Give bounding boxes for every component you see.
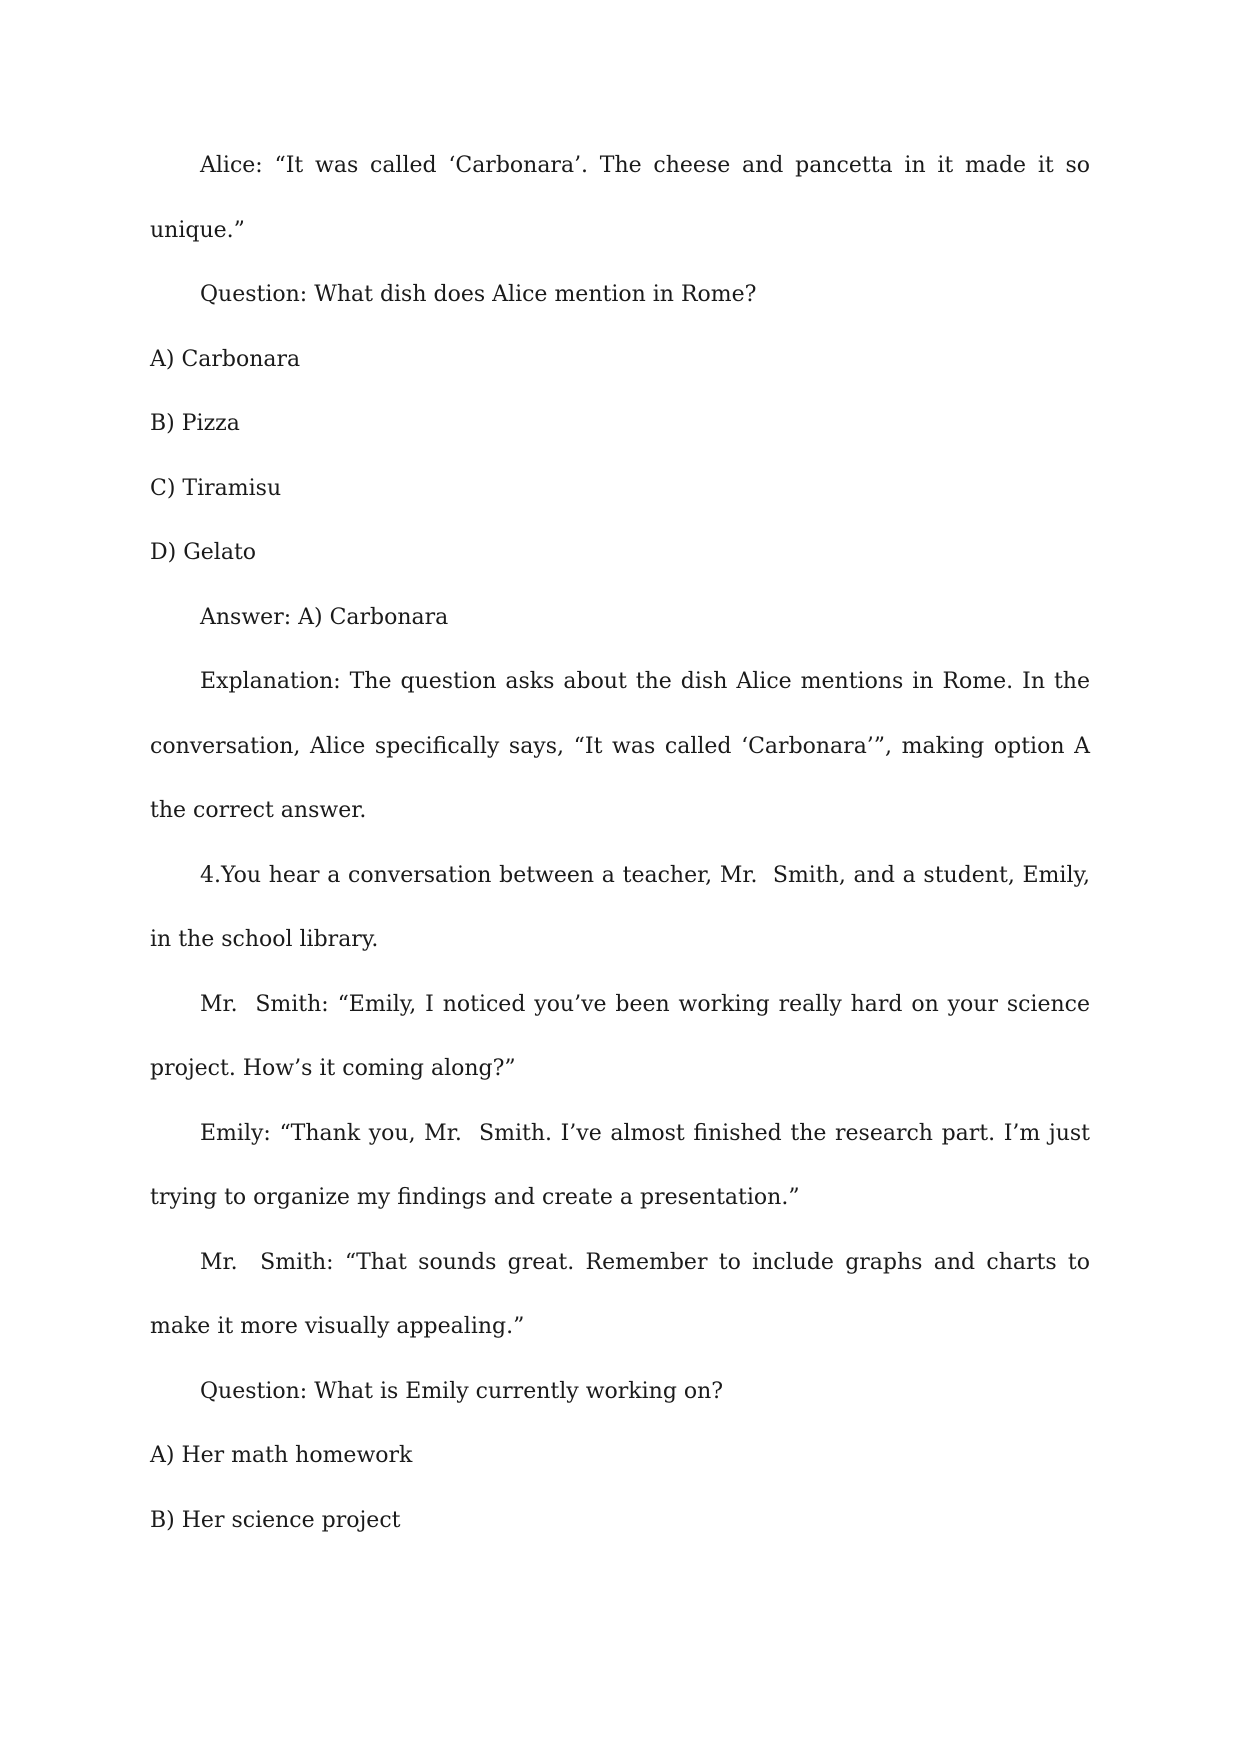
explanation: Explanation: The question asks about the dish Alice mentions in Rome. In the conversation, Alice specifically says, “It was called ‘Carbonara’”, making option A the correct answer. [150,669,1097,823]
option-a: A) Her math homework [150,1443,413,1468]
question-emily-working-on: Question: What is Emily currently working on? [200,1378,724,1404]
question-dish-in-rome: Question: What dish does Alice mention in Rome? [200,282,757,307]
option-b: B) Her science project [150,1507,401,1533]
option-a: A) Carbonara [150,346,301,372]
dialogue-emily: Emily: “Thank you, Mr. Smith. I’ve almost finished the research part. I’m just trying to organize my findings and create a presentation.” [150,1120,1097,1210]
question-4-intro: 4.You hear a conversation between a teacher, Mr. Smith, and a student, Emily, in the school library. [150,862,1097,952]
option-b: B) Pizza [150,411,240,436]
dialogue-mr-smith-1: Mr. Smith: “Emily, I noticed you’ve been working really hard on your science project. How’s it coming along?” [150,991,1097,1081]
document-body [150,134,1097,1553]
answer: Answer: A) Carbonara [200,604,449,630]
option-d: D) Gelato [150,540,257,565]
paragraph-alice-carbonara: Alice: “It was called ‘Carbonara’. The cheese and pancetta in it made it so unique.” [150,153,1097,243]
dialogue-mr-smith-2: Mr. Smith: “That sounds great. Remember to include graphs and charts to make it more visually appealing.” [150,1249,1097,1339]
option-c: C) Tiramisu [150,475,282,501]
